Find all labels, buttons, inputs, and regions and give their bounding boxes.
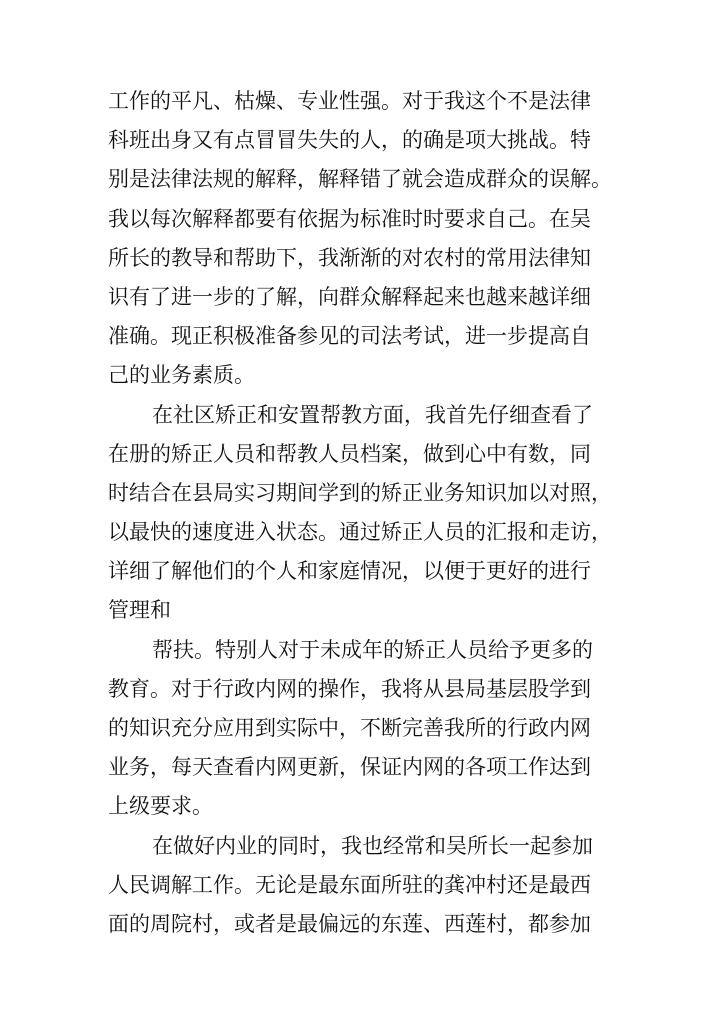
text-line: 人民调解工作。无论是最东面所驻的龚冲村还是最西 <box>108 872 591 897</box>
text-line: 详细了解他们的个人和家庭情况，以便于更好的进行 <box>108 559 591 584</box>
text-line: 管理和 <box>108 598 171 623</box>
text-line: 在做好内业的同时，我也经常和吴所长一起参加 <box>152 833 593 858</box>
text-line: 己的业务素质。 <box>108 363 255 388</box>
text-line: 在社区矫正和安置帮教方面，我首先仔细查看了 <box>152 402 593 427</box>
text-line: 的知识充分应用到实际中，不断完善我所的行政内网 <box>108 716 591 740</box>
text-line: 在册的矫正人员和帮教人员档案，做到心中有数，同 <box>108 441 591 466</box>
text-line: 业务，每天查看内网更新，保证内网的各项工作达到 <box>108 755 591 780</box>
text-line: 工作的平凡、枯燥、专业性强。对于我这个不是法律 <box>108 89 591 113</box>
body-text <box>108 82 628 944</box>
text-line: 准确。现正积极准备参见的司法考试，进一步提高自 <box>108 324 591 349</box>
text-line: 教育。对于行政内网的操作，我将从县局基层股学到 <box>108 676 591 701</box>
text-line: 所长的教导和帮助下，我渐渐的对农村的常用法律知 <box>108 245 591 270</box>
text-line: 帮扶。特别人对于未成年的矫正人员给予更多的 <box>152 637 593 662</box>
text-line: 面的周院村，或者是最偏远的东莲、西莲村，都参加 <box>108 911 591 936</box>
text-line: 以最快的速度进入状态。通过矫正人员的汇报和走访， <box>108 520 612 545</box>
text-line: 识有了进一步的了解，向群众解释起来也越来越详细 <box>108 284 591 309</box>
text-line: 别是法律法规的解释，解释错了就会造成群众的误解。 <box>108 167 612 192</box>
text-line: 时结合在县局实习期间学到的矫正业务知识加以对照， <box>108 480 612 505</box>
text-line: 上级要求。 <box>108 794 213 819</box>
text-line: 我以每次解释都要有依据为标准时时要求自己。在吴 <box>108 206 591 231</box>
text-line: 科班出身又有点冒冒失失的人，的确是项大挑战。特 <box>108 128 591 153</box>
